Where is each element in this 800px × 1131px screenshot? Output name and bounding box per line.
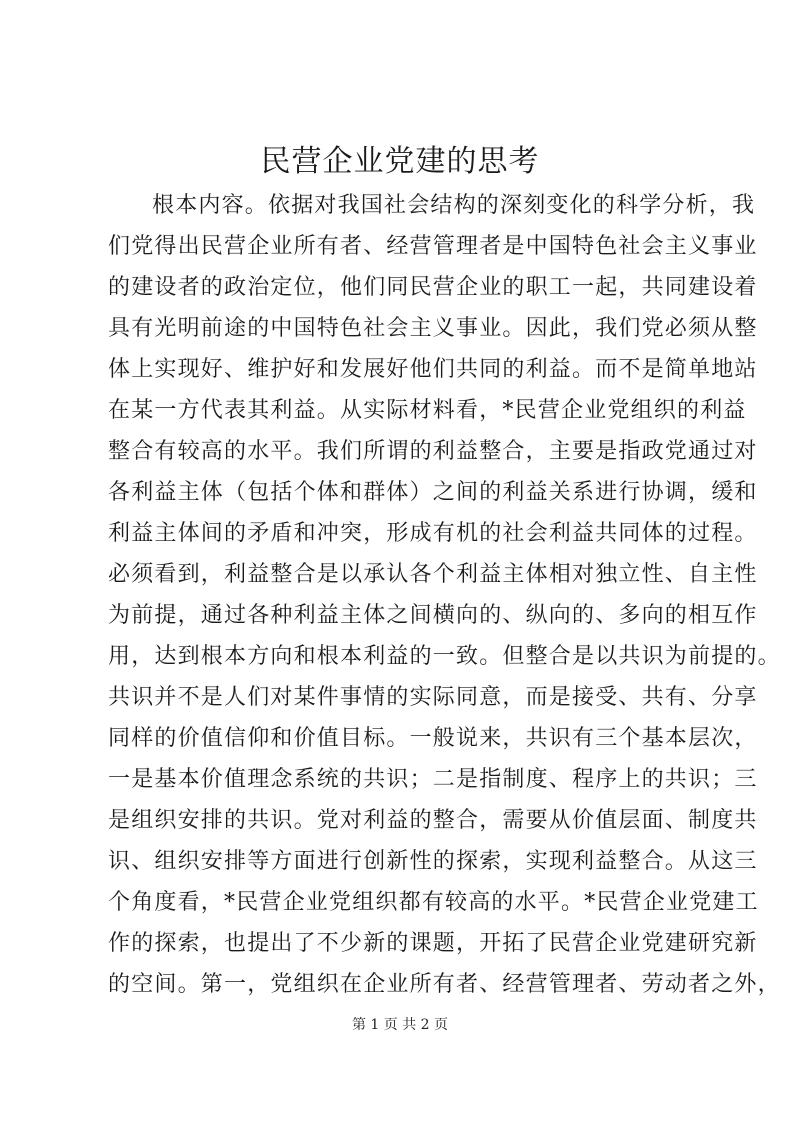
- body-line: 在某一方代表其利益。从实际材料看，*民营企业党组织的利益: [108, 398, 747, 423]
- page-number-footer: 第 1 页 共 2 页: [351, 1017, 449, 1033]
- body-line: 是组织安排的共识。党对利益的整合，需要从价值层面、制度共: [108, 808, 758, 833]
- body-line: 根本内容。依据对我国社会结构的深刻变化的科学分析，我: [152, 193, 756, 218]
- body-line: 具有光明前途的中国特色社会主义事业。因此，我们党必须从整: [108, 316, 758, 341]
- body-line: 必须看到，利益整合是以承认各个利益主体相对独立性、自主性: [108, 562, 758, 587]
- body-line: 的建设者的政治定位，他们同民营企业的职工一起，共同建设着: [108, 275, 758, 300]
- body-line: 识、组织安排等方面进行创新性的探索，实现利益整合。从这三: [108, 849, 758, 874]
- body-line: 体上实现好、维护好和发展好他们共同的利益。而不是简单地站: [108, 357, 758, 382]
- body-line: 为前提，通过各种利益主体之间横向的、纵向的、多向的相互作: [108, 603, 758, 628]
- body-line: 的空间。第一，党组织在企业所有者、经营管理者、劳动者之外，: [108, 972, 781, 997]
- document-title: 民营企业党建的思考: [260, 144, 540, 179]
- document-body: [108, 185, 781, 1005]
- body-line: 整合有较高的水平。我们所谓的利益整合，主要是指政党通过对: [108, 439, 758, 464]
- body-line: 一是基本价值理念系统的共识；二是指制度、程序上的共识；三: [108, 767, 758, 792]
- body-line: 个角度看，*民营企业党组织都有较高的水平。*民营企业党建工: [108, 890, 759, 915]
- body-line: 用，达到根本方向和根本利益的一致。但整合是以共识为前提的。: [108, 644, 781, 669]
- body-line: 利益主体间的矛盾和冲突，形成有机的社会利益共同体的过程。: [108, 521, 758, 546]
- body-line: 共识并不是人们对某件事情的实际同意，而是接受、共有、分享: [108, 685, 758, 710]
- body-line: 各利益主体（包括个体和群体）之间的利益关系进行协调，缓和: [108, 480, 758, 505]
- body-line: 作的探索，也提出了不少新的课题，开拓了民营企业党建研究新: [108, 931, 758, 956]
- body-line: 同样的价值信仰和价值目标。一般说来，共识有三个基本层次，: [108, 726, 758, 751]
- body-line: 们党得出民营企业所有者、经营管理者是中国特色社会主义事业: [108, 234, 758, 259]
